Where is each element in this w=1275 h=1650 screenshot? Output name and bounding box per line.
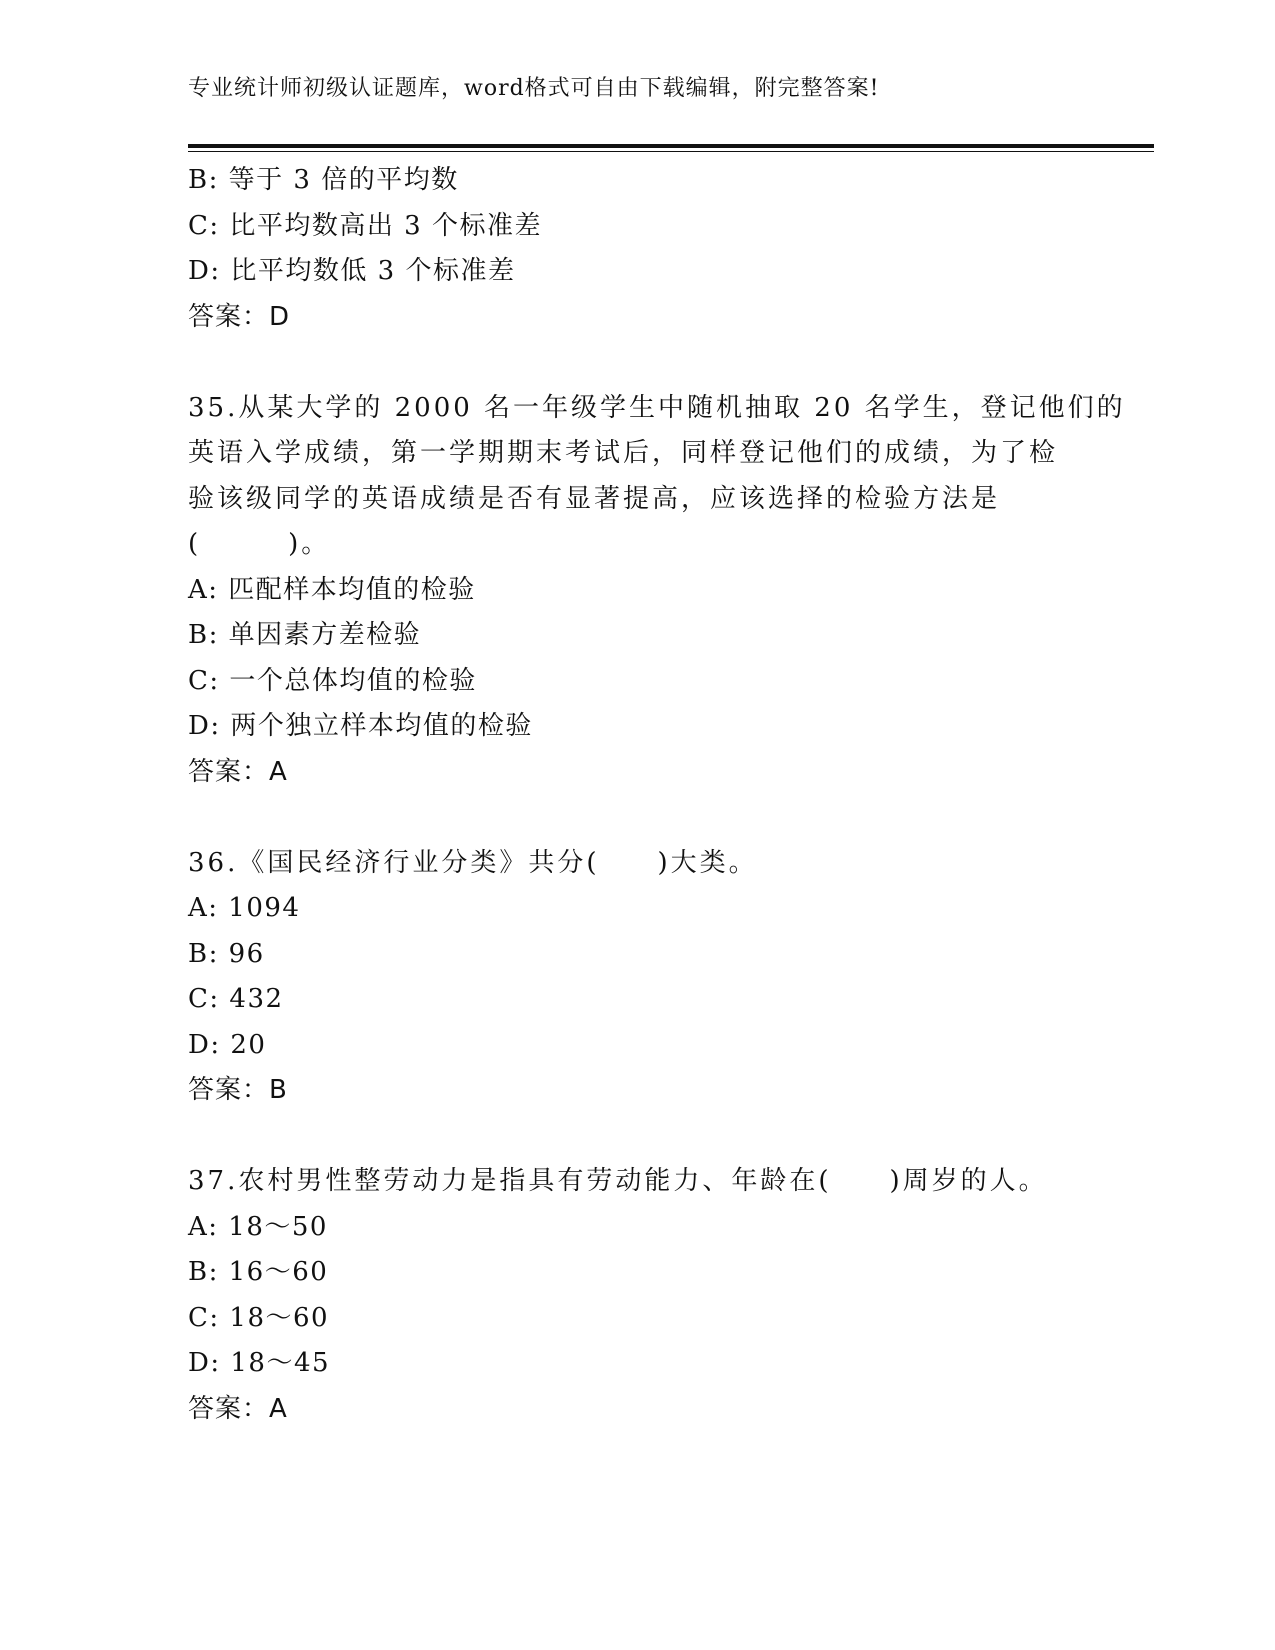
question-gap [188,795,1088,841]
option-b: B: 96 [188,938,265,969]
question-block [188,158,1088,340]
question-stem-line: 35.从某大学的 2000 名一年级学生中随机抽取 20 名学生，登记他们的 [188,392,1126,423]
answer-line: 答案：A [188,1393,288,1424]
question-gap [188,340,1088,386]
header-rule-thick [188,144,1154,148]
question-stem-line: 37.农村男性整劳动力是指具有劳动能力、年龄在( )周岁的人。 [188,1166,1048,1196]
option-a: A: 匹配样本均值的检验 [188,574,476,605]
question-list [188,158,1126,1432]
option-c: C: 比平均数高出 3 个标准差 [188,210,542,241]
page-header: 专业统计师初级认证题库，word格式可自由下载编辑，附完整答案! [188,76,880,101]
option-d: D: 两个独立样本均值的检验 [188,711,533,741]
option-b: B: 16～60 [188,1257,329,1287]
option-c: C: 432 [188,984,284,1014]
header-rule-thin [188,151,1154,152]
question-block [188,1159,1088,1432]
option-b: B: 等于 3 倍的平均数 [188,165,459,195]
option-b: B: 单因素方差检验 [188,620,422,650]
question-gap [188,1114,1088,1160]
option-a: A: 18～50 [188,1211,328,1242]
answer-line: 答案：D [188,301,291,332]
answer-line: 答案：B [188,1075,288,1105]
question-stem-line: 验该级同学的英语成绩是否有显著提高，应该选择的检验方法是 [188,483,1001,514]
answer-line: 答案：A [188,756,288,787]
question-block [188,386,1126,796]
question-stem-line: 36.《国民经济行业分类》共分( )大类。 [188,847,758,878]
question-stem-line: 英语入学成绩，第一学期期末考试后，同样登记他们的成绩，为了检 [188,438,1059,468]
option-d: D: 20 [188,1029,267,1060]
option-a: A: 1094 [188,893,301,923]
question-stem-line: ( )。 [188,529,331,559]
question-block [188,841,1088,1114]
option-c: C: 一个总体均值的检验 [188,665,477,696]
option-d: D: 比平均数低 3 个标准差 [188,256,516,286]
option-c: C: 18～60 [188,1302,330,1333]
option-d: D: 18～45 [188,1348,331,1378]
